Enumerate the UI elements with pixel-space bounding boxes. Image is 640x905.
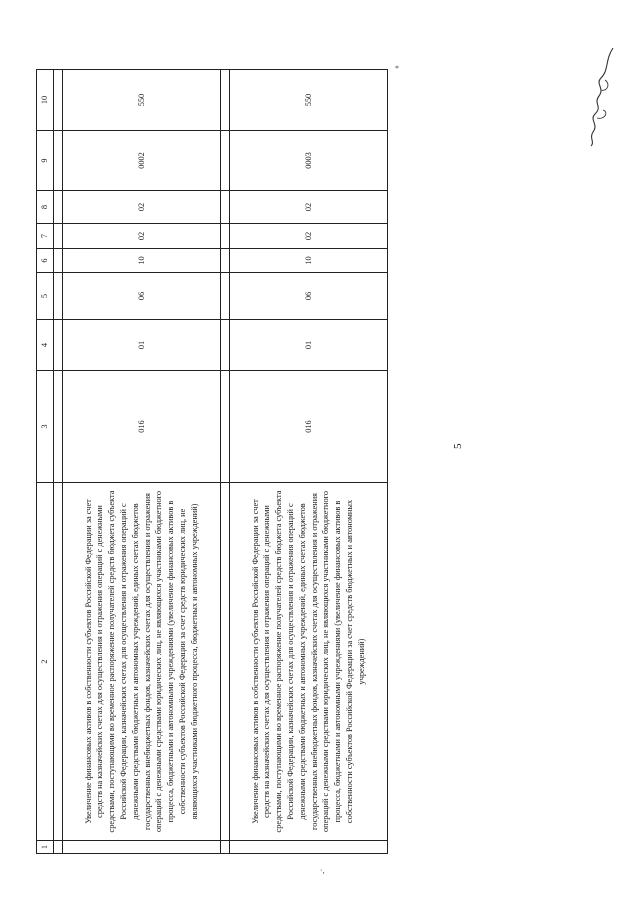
- header-row: [37, 70, 54, 854]
- handwritten-signature-icon: [575, 40, 625, 150]
- table-row: [63, 70, 221, 854]
- row-description: Увеличение финансовых активов в собственности субъектов Российской Федерации за счет средств на казначейских счетах для осуществления и отражения операций с денежными средствами, поступающими во временное распоряжение получателей средств бюджета субъекта Российской Федерации, казначейских счетах для осуществления и отражения операций с денежными средствами бюджетных и автономных учреждений, единых счетах бюджетов государственных внебюджетных фондов, казначейских счетах для осуществления и отражения операций с денежными средствами юридических лиц, не являющихся участниками бюджетного процесса, бюджетными и автономными учреждениями (увеличение финансовых активов в собственности субъектов Российской Федерации за счет средств юридических лиц, не являющихся участниками бюджетного процесса, бюджетных и автономных учреждений): [63, 483, 221, 841]
- cell-element: 02: [230, 191, 388, 224]
- cell-program-code: 0003: [230, 131, 388, 191]
- cell-subarticle: 02: [63, 224, 221, 249]
- col-header: 8: [37, 191, 54, 224]
- col-header: 7: [37, 224, 54, 249]
- cell-group: 01: [230, 320, 388, 371]
- col-header: 2: [37, 483, 54, 841]
- cell-kosgu-code: 550: [63, 70, 221, 131]
- cell-kosgu-code: 550: [230, 70, 388, 131]
- blank-row: [54, 70, 63, 854]
- budget-classification-table: [36, 70, 373, 854]
- scan-mark: ·,: [320, 866, 325, 875]
- blank-row: [221, 70, 230, 854]
- col-header: 4: [37, 320, 54, 371]
- col-header: 10: [37, 70, 54, 131]
- col-header: 3: [37, 371, 54, 483]
- cell-admin-code: 016: [63, 371, 221, 483]
- cell-element: 02: [63, 191, 221, 224]
- col-header: 1: [37, 841, 54, 854]
- cell-subgroup: 06: [230, 273, 388, 320]
- cell-article: 10: [230, 249, 388, 273]
- page-number: 5: [452, 443, 464, 449]
- col-header: 5: [37, 273, 54, 320]
- cell-admin-code: 016: [230, 371, 388, 483]
- cell-program-code: 0002: [63, 131, 221, 191]
- cell-subarticle: 02: [230, 224, 388, 249]
- col-header: 9: [37, 131, 54, 191]
- row-description: Увеличение финансовых активов в собственности субъектов Российской Федерации за счет средств на казначейских счетах для осуществления и отражения операций с денежными средствами, поступающими во временное распоряжение получателей средств бюджета субъекта Российской Федерации, казначейских счетах для осуществления и отражения операций с денежными средствами бюджетных и автономных учреждений, единых счетах бюджетов государственных внебюджетных фондов, казначейских счетах для осуществления и отражения операций с денежными средствами юридических лиц, не являющихся участниками бюджетного процесса, бюджетными и автономными учреждениями (увеличение финансовых активов в собственности субъектов Российской Федерации за счет средств бюджетных и автономных учреждений): [230, 483, 388, 841]
- cell-subgroup: 06: [63, 273, 221, 320]
- col-header: 6: [37, 249, 54, 273]
- corner-mark: *: [395, 64, 399, 73]
- cell-article: 10: [63, 249, 221, 273]
- cell-group: 01: [63, 320, 221, 371]
- table-row: [230, 70, 388, 854]
